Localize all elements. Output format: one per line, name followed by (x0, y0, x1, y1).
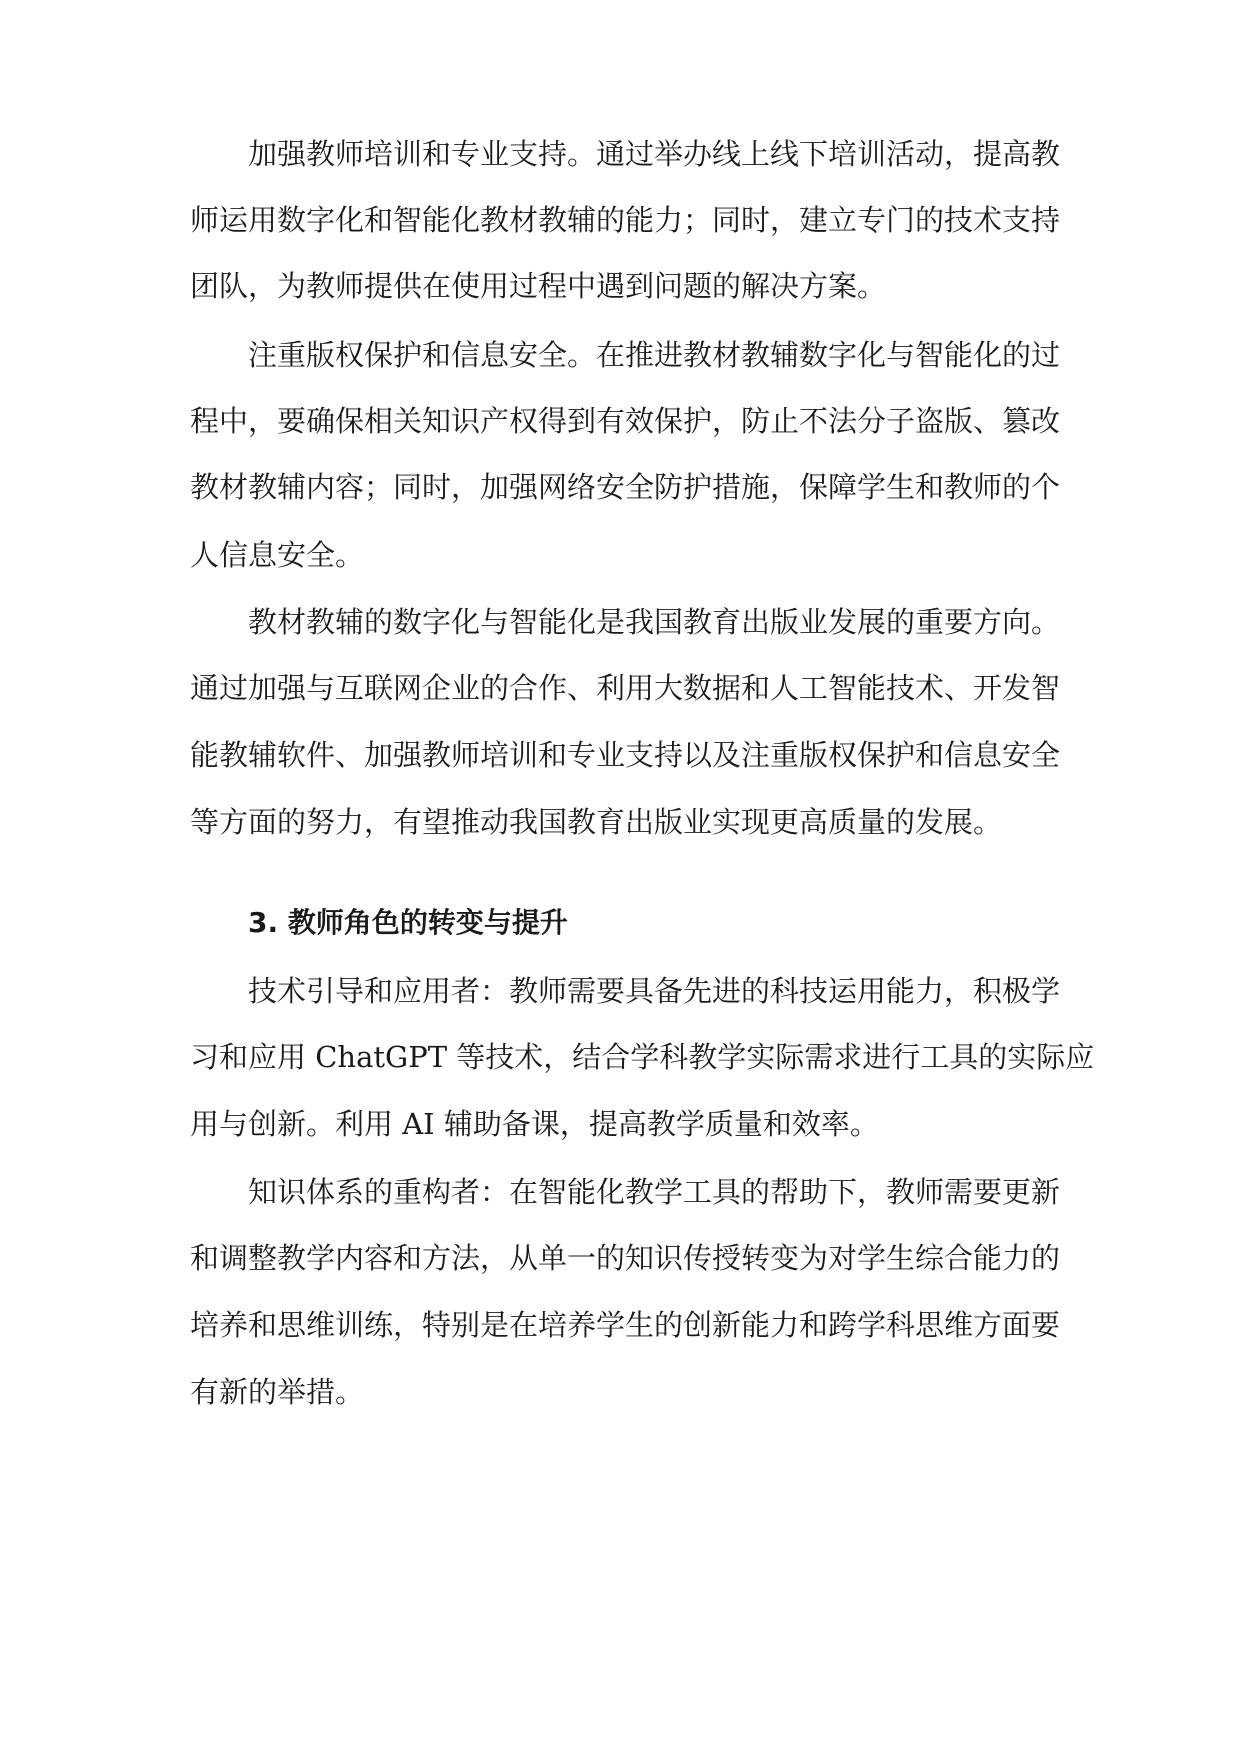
section-paragraph-1-line-1: 技术引导和应用者：教师需要具备先进的科技运用能力，积极学 (248, 974, 1061, 1008)
section-paragraph-2-line-2: 和调整教学内容和方法，从单一的知识传授转变为对学生综合能力的 (190, 1241, 1061, 1275)
section-paragraph-1-line-2: 习和应用 ChatGPT 等技术，结合学科教学实际需求进行工具的实际应 (190, 1040, 1095, 1074)
paragraph-2-line-3: 教材教辅内容；同时，加强网络安全防护措施，保障学生和教师的个 (190, 470, 1061, 504)
paragraph-3-line-2: 通过加强与互联网企业的合作、利用大数据和人工智能技术、开发智 (190, 671, 1061, 705)
paragraph-2-line-1: 注重版权保护和信息安全。在推进教材教辅数字化与智能化的过 (248, 338, 1061, 372)
paragraph-3-line-1: 教材教辅的数字化与智能化是我国教育出版业发展的重要方向。 (248, 605, 1061, 639)
paragraph-1-line-3: 团队，为教师提供在使用过程中遇到问题的解决方案。 (190, 269, 887, 303)
paragraph-2-line-4: 人信息安全。 (190, 538, 365, 572)
paragraph-1-line-1: 加强教师培训和专业支持。通过举办线上线下培训活动，提高教 (248, 137, 1061, 171)
section-paragraph-2-line-1: 知识体系的重构者：在智能化教学工具的帮助下，教师需要更新 (248, 1175, 1061, 1209)
section-paragraph-2-line-3: 培养和思维训练，特别是在培养学生的创新能力和跨学科思维方面要 (190, 1308, 1061, 1342)
paragraph-1-line-2: 师运用数字化和智能化教材教辅的能力；同时，建立专门的技术支持 (190, 203, 1061, 237)
paragraph-3-line-3: 能教辅软件、加强教师培训和专业支持以及注重版权保护和信息安全 (190, 738, 1061, 772)
paragraph-3-line-4: 等方面的努力，有望推动我国教育出版业实现更高质量的发展。 (190, 805, 1003, 839)
section-paragraph-1-line-3: 用与创新。利用 AI 辅助备课，提高教学质量和效率。 (190, 1107, 879, 1141)
paragraph-2-line-2: 程中，要确保相关知识产权得到有效保护，防止不法分子盗版、篡改 (190, 404, 1061, 438)
section-paragraph-2-line-4: 有新的举措。 (190, 1375, 365, 1409)
section-heading: 3. 教师角色的转变与提升 (248, 906, 568, 939)
